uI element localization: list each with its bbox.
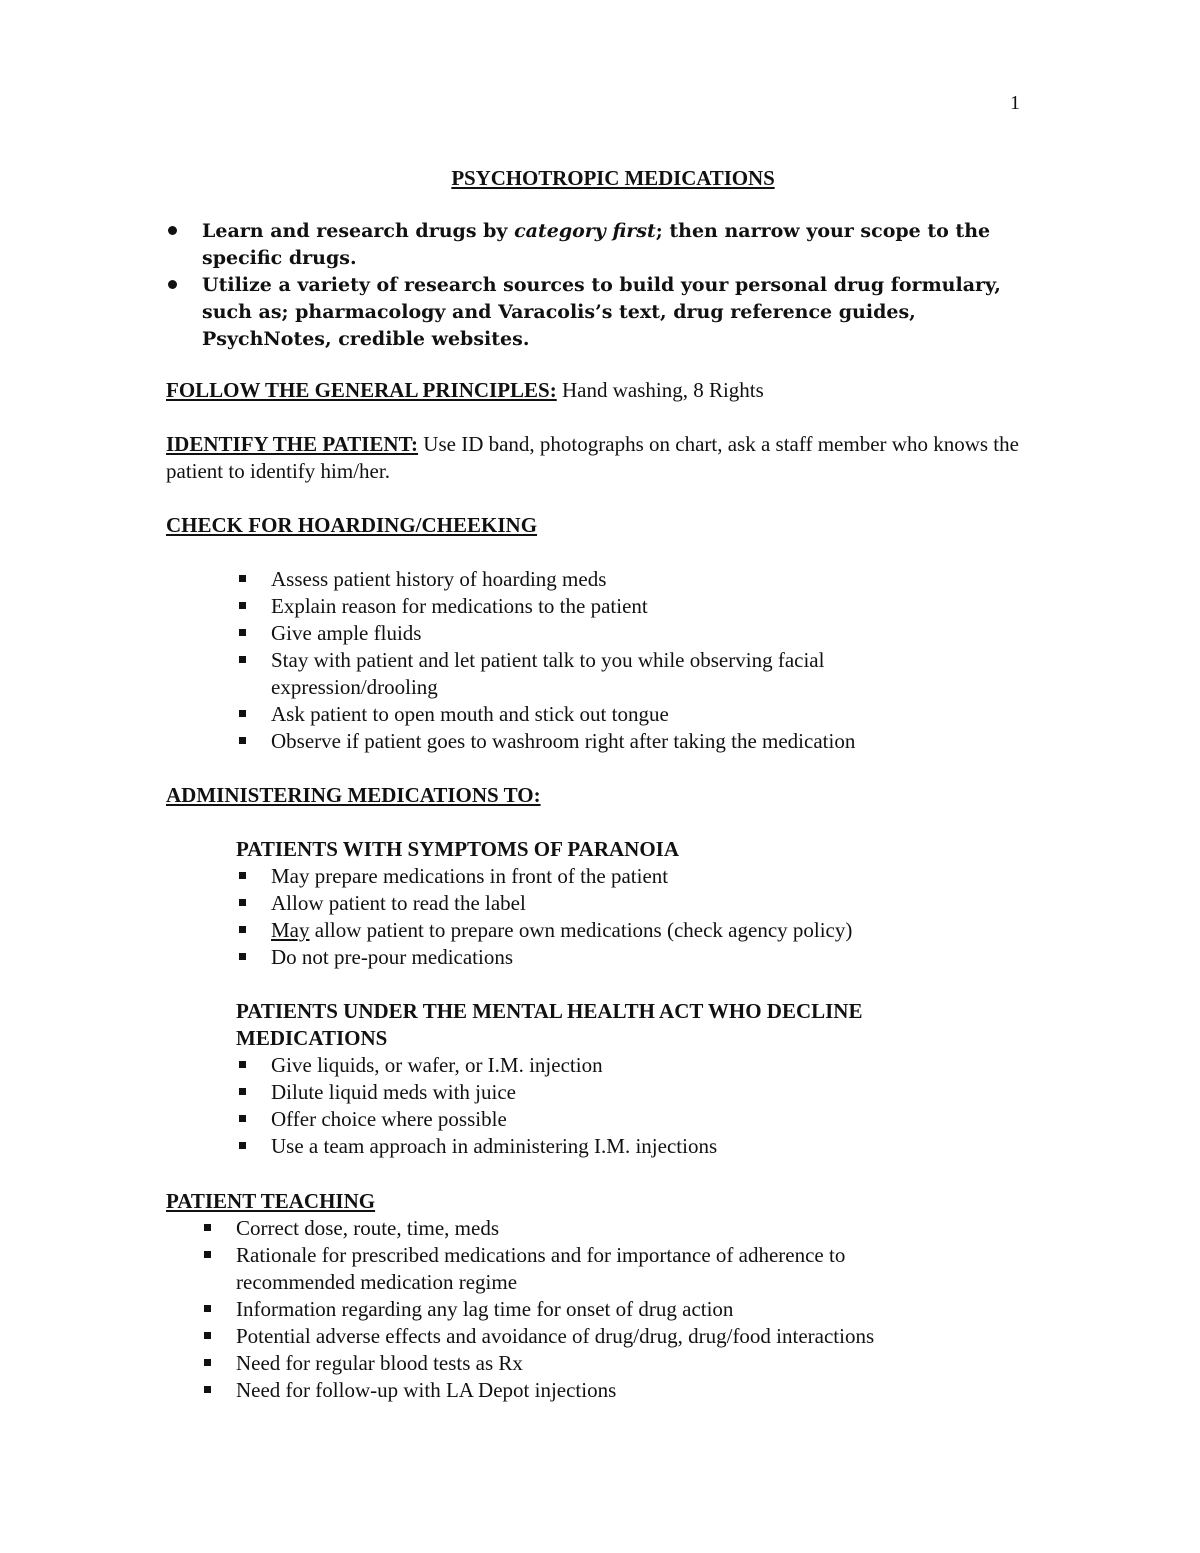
- subsection-heading: PATIENTS UNDER THE MENTAL HEALTH ACT WHO DECLINE MEDICATIONS: [236, 999, 863, 1050]
- administering-section: [166, 782, 1046, 1160]
- square-bullet-icon: [204, 1305, 211, 1312]
- list-item: [236, 593, 936, 620]
- intro-item: [166, 272, 1046, 353]
- teaching-section: [166, 1188, 1046, 1404]
- section-heading: CHECK FOR HOARDING/CHEEKING: [166, 513, 538, 537]
- mha-list: [236, 1052, 956, 1160]
- list-item-text: Assess patient history of hoarding meds: [271, 567, 607, 591]
- list-item-text: May prepare medications in front of the patient: [271, 864, 669, 888]
- list-item: [236, 1079, 956, 1106]
- list-item: [236, 647, 936, 701]
- section-heading: PATIENT TEACHING: [166, 1189, 376, 1213]
- square-bullet-icon: [204, 1359, 211, 1366]
- square-bullet-icon: [239, 710, 246, 717]
- hoarding-section: [166, 512, 1046, 755]
- square-bullet-icon: [239, 953, 246, 960]
- list-item-text: Do not pre-pour medications: [271, 945, 514, 969]
- list-item: [236, 917, 956, 944]
- intro-item-emphasis: category first: [514, 220, 656, 242]
- paranoia-list: [236, 863, 956, 971]
- intro-item: [166, 218, 1046, 272]
- list-item: [236, 620, 936, 647]
- round-bullet-icon: [168, 280, 177, 289]
- list-item-text: Potential adverse effects and avoidance of drug/drug, drug/food interactions: [236, 1324, 875, 1348]
- list-item-text: Explain reason for medications to the patient: [271, 594, 648, 618]
- list-item-text: Give ample fluids: [271, 621, 422, 645]
- list-item-text: Ask patient to open mouth and stick out tongue: [271, 702, 669, 726]
- square-bullet-icon: [239, 1142, 246, 1149]
- list-item-text: Information regarding any lag time for onset of drug action: [236, 1297, 734, 1321]
- section-heading: FOLLOW THE GENERAL PRINCIPLES:: [166, 378, 557, 402]
- list-item: [236, 728, 936, 755]
- hoarding-list: [236, 566, 936, 755]
- list-item-text: Observe if patient goes to washroom right after taking the medication: [271, 729, 856, 753]
- subsection-heading: PATIENTS WITH SYMPTOMS OF PARANOIA: [236, 837, 679, 861]
- square-bullet-icon: [239, 575, 246, 582]
- square-bullet-icon: [204, 1386, 211, 1393]
- list-item: [236, 944, 956, 971]
- list-item: [201, 1323, 951, 1350]
- list-item-text: Use a team approach in administering I.M. injections: [271, 1134, 718, 1158]
- square-bullet-icon: [239, 1088, 246, 1095]
- square-bullet-icon: [239, 899, 246, 906]
- identify-patient: [166, 431, 1036, 485]
- general-principles: [166, 377, 1046, 404]
- section-text: Use ID band, photographs on chart, ask a staff member who knows the patient to identify him/her.: [166, 432, 1019, 483]
- list-item-text: Need for follow-up with LA Depot injections: [236, 1378, 617, 1402]
- mha-subsection: [236, 998, 956, 1160]
- list-item-text: Dilute liquid meds with juice: [271, 1080, 516, 1104]
- teaching-list: [201, 1215, 951, 1404]
- list-item: [236, 1133, 956, 1160]
- list-item: [236, 566, 936, 593]
- list-item: [201, 1242, 951, 1296]
- list-item-text: Offer choice where possible: [271, 1107, 507, 1131]
- section-heading: IDENTIFY THE PATIENT:: [166, 432, 419, 456]
- square-bullet-icon: [239, 872, 246, 879]
- list-item: [236, 1106, 956, 1133]
- document-title: PSYCHOTROPIC MEDICATIONS: [451, 166, 775, 190]
- square-bullet-icon: [239, 1061, 246, 1068]
- square-bullet-icon: [239, 602, 246, 609]
- square-bullet-icon: [204, 1224, 211, 1231]
- paranoia-subsection: [236, 836, 956, 971]
- square-bullet-icon: [204, 1332, 211, 1339]
- square-bullet-icon: [239, 737, 246, 744]
- square-bullet-icon: [204, 1251, 211, 1258]
- list-item-text: Stay with patient and let patient talk to you while observing facial expression/drooling: [271, 648, 825, 699]
- list-item: [236, 863, 956, 890]
- intro-item-text: ; then narrow your scope to the specific drugs.: [202, 220, 991, 269]
- list-item: [201, 1215, 951, 1242]
- page-number: 1: [1010, 92, 1020, 114]
- square-bullet-icon: [239, 926, 246, 933]
- list-item-text: allow patient to prepare own medications (check agency policy): [309, 918, 853, 942]
- list-item-text: Need for regular blood tests as Rx: [236, 1351, 523, 1375]
- list-item: [201, 1350, 951, 1377]
- list-item-text: Correct dose, route, time, meds: [236, 1216, 500, 1240]
- section-text: Hand washing, 8 Rights: [556, 378, 764, 402]
- intro-item-text: Learn and research drugs by: [202, 220, 515, 242]
- list-item-emphasis: May: [271, 918, 310, 942]
- list-item: [236, 701, 936, 728]
- list-item-text: Rationale for prescribed medications and for importance of adherence to recommended medication regime: [236, 1243, 846, 1294]
- square-bullet-icon: [239, 1115, 246, 1122]
- list-item: [201, 1377, 951, 1404]
- intro-item-text: Utilize a variety of research sources to build your personal drug formulary, such as; pharmacology and Varacolis’s text, drug reference guides, PsychNotes, credible websites.: [202, 274, 1001, 350]
- square-bullet-icon: [239, 656, 246, 663]
- list-item: [201, 1296, 951, 1323]
- list-item: [236, 1052, 956, 1079]
- section-heading: ADMINISTERING MEDICATIONS TO:: [166, 783, 541, 807]
- square-bullet-icon: [239, 629, 246, 636]
- list-item: [236, 890, 956, 917]
- list-item-text: Allow patient to read the label: [271, 891, 526, 915]
- intro-list: [166, 218, 1046, 353]
- list-item-text: Give liquids, or wafer, or I.M. injection: [271, 1053, 603, 1077]
- round-bullet-icon: [168, 226, 177, 235]
